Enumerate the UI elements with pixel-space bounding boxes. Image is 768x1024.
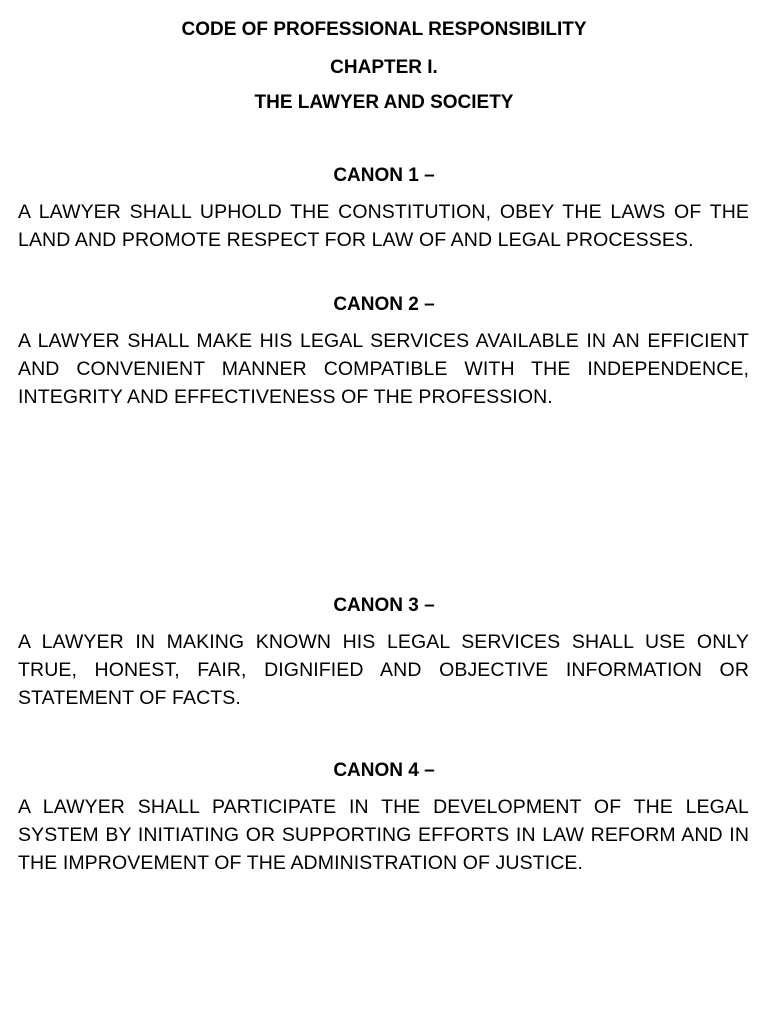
chapter-title: THE LAWYER AND SOCIETY [254,92,514,113]
canon-3-text: A LAWYER IN MAKING KNOWN HIS LEGAL SERVICES SHALL USE ONLY TRUE, HONEST, FAIR, DIGNIFIED AND OBJECTIVE INFORMATION OR STATEMENT OF FACTS. [18,631,749,709]
chapter-number: CHAPTER I. [330,57,438,78]
canon-4-text: A LAWYER SHALL PARTICIPATE IN THE DEVELOPMENT OF THE LEGAL SYSTEM BY INITIATING OR SUPPORTING EFFORTS IN LAW REFORM AND IN THE IMPROVEMENT OF THE ADMINISTRATION OF JUSTICE. [18,796,749,874]
canon-2-heading: CANON 2 – [333,294,435,315]
canon-4-heading: CANON 4 – [333,760,435,781]
canon-1-heading: CANON 1 – [333,165,435,186]
canon-2-text: A LAWYER SHALL MAKE HIS LEGAL SERVICES AVAILABLE IN AN EFFICIENT AND CONVENIENT MANNER COMPATIBLE WITH THE INDEPENDENCE, INTEGRITY AND EFFECTIVENESS OF THE PROFESSION. [18,330,749,408]
canon-1-text: A LAWYER SHALL UPHOLD THE CONSTITUTION, OBEY THE LAWS OF THE LAND AND PROMOTE RESPECT FOR LAW OF AND LEGAL PROCESSES. [18,201,749,251]
document-title: CODE OF PROFESSIONAL RESPONSIBILITY [181,19,587,40]
canon-3-heading: CANON 3 – [333,595,435,616]
